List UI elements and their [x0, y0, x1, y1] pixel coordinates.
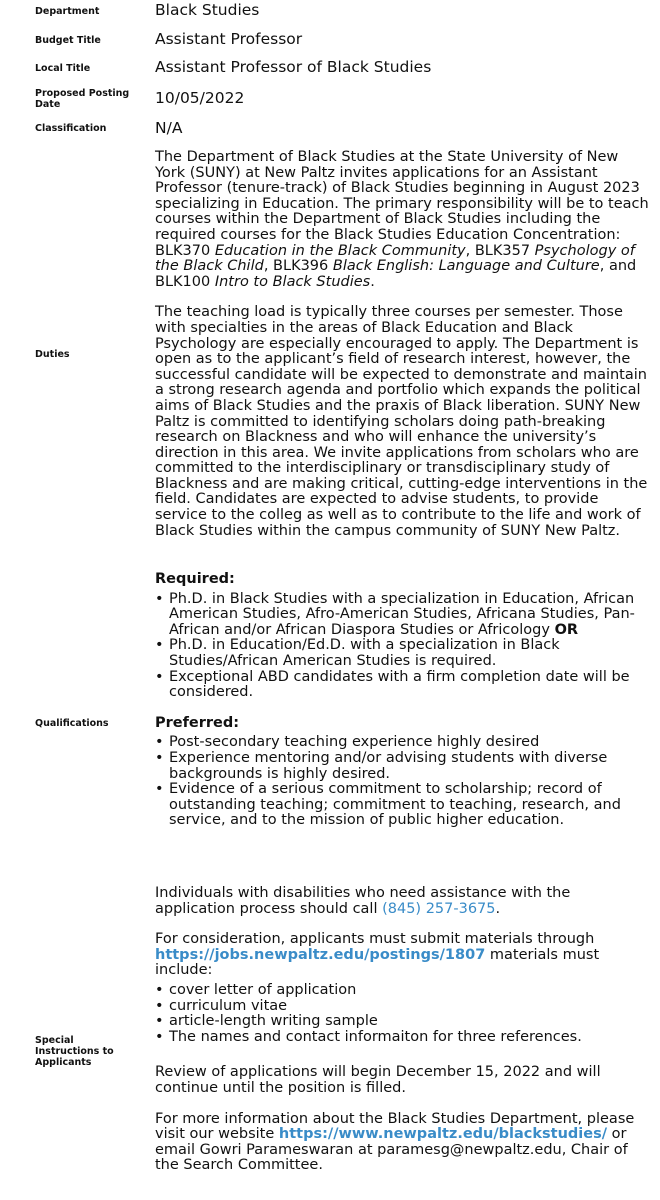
consideration-paragraph: For consideration, applicants must submit materials through https://jobs.newpaltz.edu/postings/1807 materials must include: [155, 931, 600, 979]
duties-paragraph-2: The teaching load is typically three courses per semester. Those with specialties in the areas of Black Education and Black Psychology are especially encouraged to apply. The Department is open as to the applicant’s field of research interest, however, the successful candidate will be expected to demonstrate and maintain a strong research agenda and portfolio which expands the political aims of Black Studies and the praxis of Black liberation. SUNY New Paltz is committed to identifying scholars doing path-breaking research on Blackness and who will enhance the university’s direction in this area. We invite applications from scholars who are committed to the interdisciplinary or transdisciplinary study of Blackness and are making critical, cutting-edge interventions in the field. Candidates are expected to advise students, to provide service to the colleg as well as to contribute to the life and work of Black Studies within the campus community of SUNY New Paltz. [155, 304, 648, 539]
postings-link[interactable]: https://jobs.newpaltz.edu/postings/1807 [155, 946, 486, 963]
qualifications-label: Qualifications [35, 718, 109, 729]
department-label: Department [35, 6, 100, 17]
duties-paragraph-1: The Department of Black Studies at the State University of New York (SUNY) at New Paltz invites applications for an Assistant Professor (tenure-track) of Black Studies beginning in August 2023 specializing in Education. The primary responsibility will be to teach courses within the Department of Black Studies including the required courses for the Black Studies Education Concentration: BLK370 Education in the Black Community, BLK357 Psychology of the Black Child, BLK396 Black English: Language and Culture, and BLK100 Intro to Black Studies. [155, 149, 649, 290]
course-title: Black English: Language and Culture [332, 258, 600, 275]
list-item: • Ph.D. in Education/Ed.D. with a specialization in Black Studies/African American Studies is required. [169, 638, 651, 669]
duties-value [155, 150, 651, 539]
required-heading: Required: [155, 571, 235, 587]
qualifications-value [155, 572, 651, 829]
list-item: • Ph.D. in Black Studies with a specialization in Education, African American Studies, Afro-American Studies, Africana Studies, Pan-African and/or African Diaspora Studies or Africology OR [169, 592, 651, 639]
local-title-label: Local Title [35, 63, 91, 74]
local-title-value: Assistant Professor of Black Studies [155, 58, 432, 76]
list-item: • The names and contact informaiton for three references. [169, 1030, 651, 1046]
list-item: • article-length writing sample [169, 1014, 651, 1030]
course-title: Education in the Black Community [214, 242, 466, 259]
posting-date-value: 10/05/2022 [155, 89, 245, 107]
list-item: • Post-secondary teaching experience highly desired [169, 735, 651, 751]
list-item: • Exceptional ABD candidates with a firm completion date will be considered. [169, 670, 651, 701]
special-instructions-label: Special Instructions to Applicants [35, 1035, 114, 1068]
list-item: • Evidence of a serious commitment to scholarship; record of outstanding teaching; commitment to teaching, research, and service, and to the mission of public higher education. [169, 782, 651, 829]
department-value: Black Studies [155, 1, 260, 19]
review-paragraph: Review of applications will begin December 15, 2022 and will continue until the position is filled. [155, 1064, 601, 1096]
more-info-paragraph: For more information about the Black Studies Department, please visit our website https://www.newpaltz.edu/blackstudies/ or email Gowri Parameswaran at paramesg@newpaltz.edu, Chair of the Search Committee. [155, 1110, 635, 1174]
website-link[interactable]: https://www.newpaltz.edu/blackstudies/ [278, 1126, 608, 1143]
preferred-heading: Preferred: [155, 714, 240, 731]
special-instructions-value [155, 886, 651, 1174]
course-title: Intro to Black Studies [214, 273, 371, 290]
phone-link[interactable]: (845) 257-3675 [382, 900, 496, 917]
list-item: • Experience mentoring and/or advising students with diverse backgrounds is highly desired. [169, 751, 651, 782]
posting-date-label: Proposed Posting Date [35, 88, 130, 110]
preferred-list [155, 735, 651, 829]
budget-title-value: Assistant Professor [155, 30, 303, 48]
budget-title-label: Budget Title [35, 35, 101, 46]
classification-value: N/A [155, 119, 183, 137]
classification-label: Classification [35, 123, 107, 134]
list-item: • cover letter of application [169, 983, 651, 999]
course-title: Psychology of the Black Child [155, 242, 635, 275]
duties-label: Duties [35, 349, 70, 360]
disability-paragraph: Individuals with disabilities who need assistance with the application process should call (845) 257-3675. [155, 885, 571, 917]
list-item: • curriculum vitae [169, 999, 651, 1015]
materials-list [155, 983, 651, 1045]
required-list [155, 592, 651, 701]
